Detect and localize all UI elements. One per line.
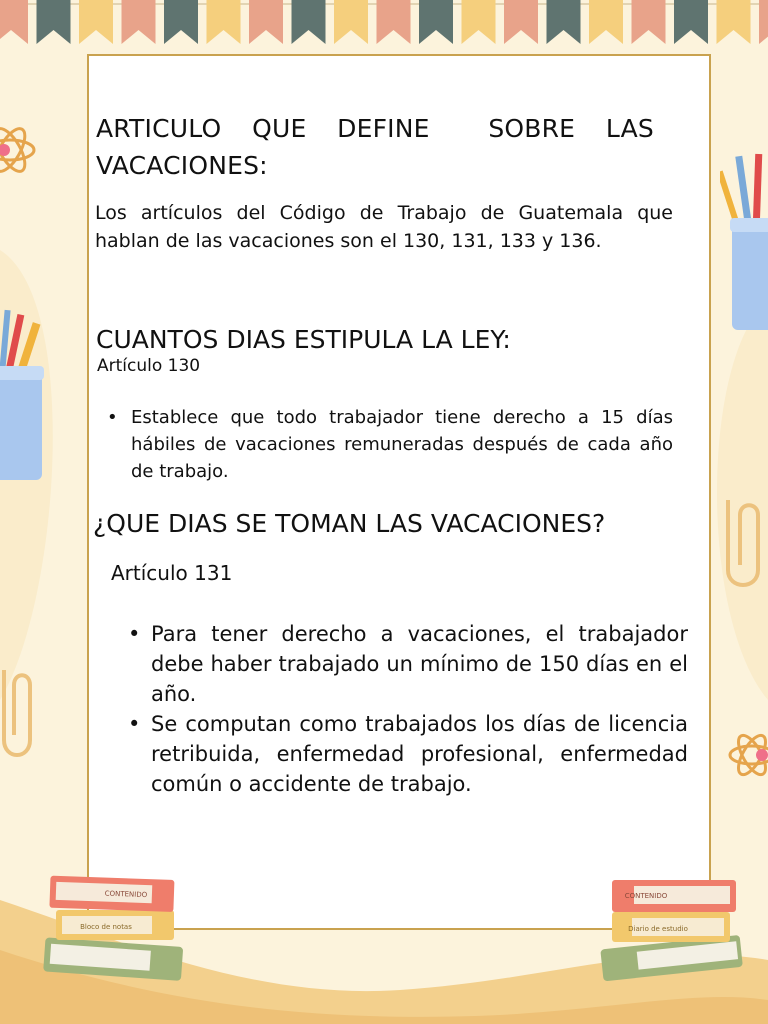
list-item: • Se computan como trabajados los días de licencia retribuida, enfermedad profesional, enfermedad común o accidente de trabajo. — [126, 709, 688, 799]
book-stack-icon — [598, 872, 750, 987]
bunting-flag — [292, 0, 326, 44]
book-stack-icon — [36, 872, 186, 987]
bunting-flag — [37, 0, 71, 44]
heading-word: SOBRE — [488, 114, 576, 143]
bunting-flag — [79, 0, 113, 44]
paperclip-icon — [0, 660, 36, 770]
intro-paragraph: Los artículos del Código de Trabajo de Guatemala que hablan de las vacaciones son el 130, 131, 133 y 136. — [95, 202, 673, 252]
bunting-flag — [547, 0, 581, 44]
bunting-flag — [164, 0, 198, 44]
bunting-icon — [0, 0, 768, 50]
heading-line-1 — [96, 110, 654, 147]
bunting-flag — [717, 0, 751, 44]
atom-icon — [722, 715, 768, 795]
article-label-130: Artículo 130 — [97, 356, 201, 376]
section-heading-que-dias: ¿QUE DIAS SE TOMAN LAS VACACIONES? — [93, 509, 606, 538]
bunting-flag — [504, 0, 538, 44]
bunting-flag — [122, 0, 156, 44]
list-item: • Establece que todo trabajador tiene derecho a 15 días hábiles de vacaciones remuneradas después de cada año de trabajo. — [104, 404, 673, 485]
bunting-flag — [419, 0, 453, 44]
bunting-flag — [0, 0, 28, 44]
bunting-flag — [462, 0, 496, 44]
book-label: Bloco de notas — [80, 923, 132, 931]
heading-word: LAS — [605, 114, 654, 143]
paperclip-icon — [718, 490, 768, 600]
heading-word: DEFINE — [337, 114, 430, 143]
bunting-flag — [249, 0, 283, 44]
bunting-flag — [377, 0, 411, 44]
heading-line-2: VACACIONES: — [96, 151, 268, 180]
pencil-cup-icon — [720, 150, 768, 330]
section-heading-dias: CUANTOS DIAS ESTIPULA LA LEY: — [96, 325, 511, 354]
bunting-flag — [759, 0, 768, 44]
bullet-list-131 — [126, 619, 688, 799]
book-label: CONTENIDO — [624, 892, 668, 900]
bunting-flag — [207, 0, 241, 44]
section-heading-articulo — [96, 110, 654, 184]
bunting-flag — [334, 0, 368, 44]
bunting-flag — [589, 0, 623, 44]
article-label-131: Artículo 131 — [111, 561, 233, 585]
book-label: Diario de estudio — [628, 925, 688, 933]
heading-word: ARTICULO — [96, 114, 222, 143]
atom-icon — [0, 100, 50, 200]
bunting-flag — [632, 0, 666, 44]
bunting-flag — [674, 0, 708, 44]
pencil-cup-icon — [0, 300, 50, 480]
list-item: • Para tener derecho a vacaciones, el trabajador debe haber trabajado un mínimo de 150 días en el año. — [126, 619, 688, 709]
book-label: CONTENIDO — [104, 889, 148, 900]
bullet-list-130 — [104, 404, 673, 485]
heading-word: QUE — [252, 114, 307, 143]
